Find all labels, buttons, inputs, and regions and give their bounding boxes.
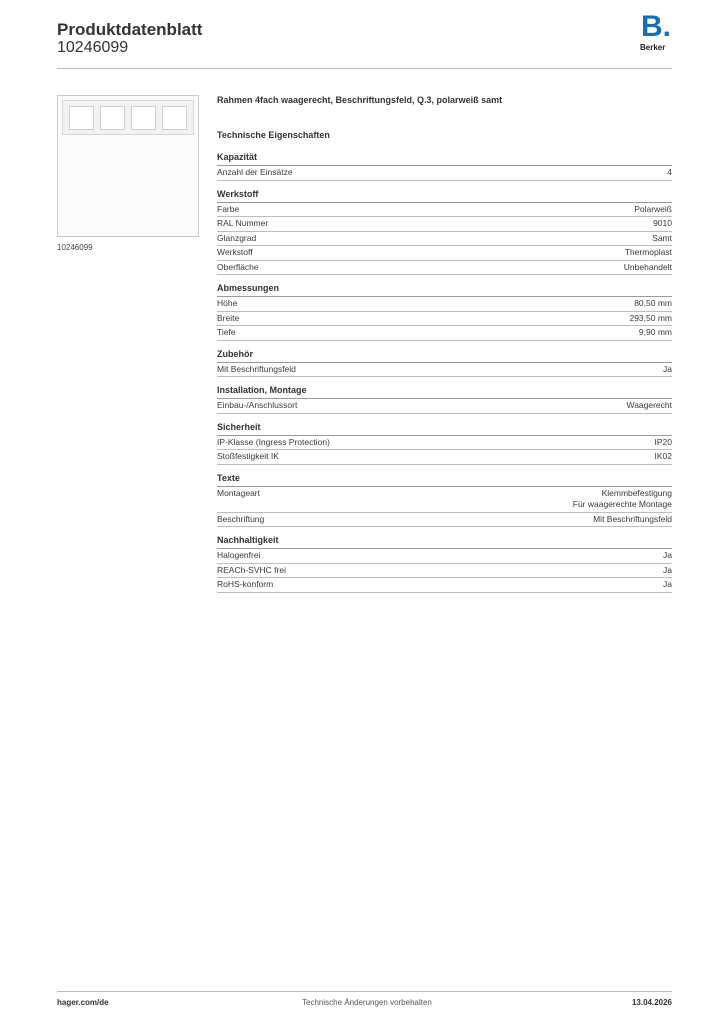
spec-sections (217, 152, 672, 593)
spec-row (217, 487, 672, 513)
frame-cell (100, 106, 125, 130)
product-title: Rahmen 4fach waagerecht, Beschriftungsfeld, Q.3, polarweiß samt (217, 95, 503, 105)
section-title: Kapazität (217, 152, 672, 166)
spec-value: 9,90 mm (638, 327, 672, 337)
spec-row (217, 513, 672, 528)
footer-disclaimer: Technische Änderungen vorbehalten (302, 998, 432, 1007)
article-number: 10246099 (57, 39, 129, 56)
frame-illustration (62, 100, 194, 135)
footer-divider (57, 991, 672, 992)
spec-value: Waagerecht (626, 400, 672, 410)
spec-label: Halogenfrei (217, 550, 261, 560)
spec-value: Polarweiß (634, 203, 672, 214)
section-title: Nachhaltigkeit (217, 535, 672, 549)
section-title: Zubehör (217, 349, 672, 363)
spec-value: 80,50 mm (634, 298, 672, 308)
spec-label: Werkstoff (217, 247, 253, 257)
section-title: Abmessungen (217, 283, 672, 297)
frame-cell (69, 106, 94, 130)
footer-website: hager.com/de (57, 998, 109, 1007)
spec-label: Einbau-/Anschlussort (217, 400, 298, 410)
section-title: Texte (217, 473, 672, 487)
spec-row (217, 246, 672, 261)
spec-value: Ja (663, 564, 672, 575)
page-title: Produktdatenblatt (57, 20, 203, 39)
spec-label: Stoßfestigkeit IK (217, 451, 279, 461)
spec-value-line: Klemmbefestigung (601, 487, 672, 498)
spec-row (217, 549, 672, 564)
spec-value: Unbehandelt (623, 261, 672, 272)
spec-row (217, 399, 672, 414)
spec-section (217, 535, 672, 593)
spec-label: Glanzgrad (217, 232, 257, 243)
spec-value: 4 (667, 167, 672, 177)
spec-value: Samt (652, 232, 672, 243)
spec-value: Ja (663, 363, 672, 374)
spec-section (217, 385, 672, 414)
spec-label: Oberfläche (217, 261, 259, 272)
spec-label: REACh-SVHC frei (217, 564, 286, 575)
spec-row (217, 203, 672, 218)
spec-row (217, 450, 672, 465)
header-divider (57, 68, 672, 69)
logo-brand: Berker (640, 43, 666, 52)
spec-label: Beschriftung (217, 513, 265, 524)
spec-row (217, 297, 672, 312)
spec-row (217, 166, 672, 181)
spec-section (217, 473, 672, 528)
spec-label: Anzahl der Einsätze (217, 167, 293, 177)
spec-row (217, 436, 672, 451)
spec-value: IP20 (654, 436, 672, 447)
spec-value: Ja (663, 579, 672, 589)
frame-cell (162, 106, 187, 130)
spec-section (217, 152, 672, 181)
spec-label: IP-Klasse (Ingress Protection) (217, 436, 330, 447)
spec-label: Tiefe (217, 327, 236, 337)
spec-row (217, 261, 672, 276)
spec-label: Montageart (217, 487, 260, 498)
frame-cell (131, 106, 156, 130)
spec-row (217, 232, 672, 247)
spec-label: Mit Beschriftungsfeld (217, 363, 296, 374)
spec-content (217, 95, 672, 593)
spec-section (217, 422, 672, 465)
logo-letter: B. (641, 10, 671, 43)
image-caption: 10246099 (57, 243, 93, 252)
tech-section-title: Technische Eigenschaften (217, 130, 330, 140)
spec-value: Thermoplast (624, 247, 672, 257)
spec-value: IK02 (654, 451, 672, 461)
spec-row (217, 217, 672, 232)
spec-value (573, 488, 672, 511)
spec-label: RAL Nummer (217, 218, 269, 228)
spec-label: RoHS-konform (217, 579, 274, 589)
spec-value: Mit Beschriftungsfeld (593, 513, 672, 524)
spec-label: Farbe (217, 203, 240, 214)
spec-label: Breite (217, 312, 240, 323)
spec-row (217, 312, 672, 327)
footer-date: 13.04.2026 (631, 998, 672, 1007)
spec-value: Ja (663, 550, 672, 560)
section-title: Werkstoff (217, 189, 672, 203)
spec-value: 293,50 mm (629, 312, 672, 323)
spec-row (217, 564, 672, 579)
spec-row (217, 578, 672, 593)
spec-value-line: Für waagerechte Montage (572, 499, 672, 509)
spec-row (217, 363, 672, 378)
spec-section (217, 189, 672, 276)
spec-section (217, 349, 672, 378)
spec-row (217, 326, 672, 341)
product-image (57, 95, 199, 237)
spec-label: Höhe (217, 298, 238, 308)
section-title: Sicherheit (217, 422, 672, 436)
section-title: Installation, Montage (217, 385, 672, 399)
spec-value: 9010 (653, 218, 672, 228)
berker-logo (639, 10, 675, 54)
spec-section (217, 283, 672, 341)
